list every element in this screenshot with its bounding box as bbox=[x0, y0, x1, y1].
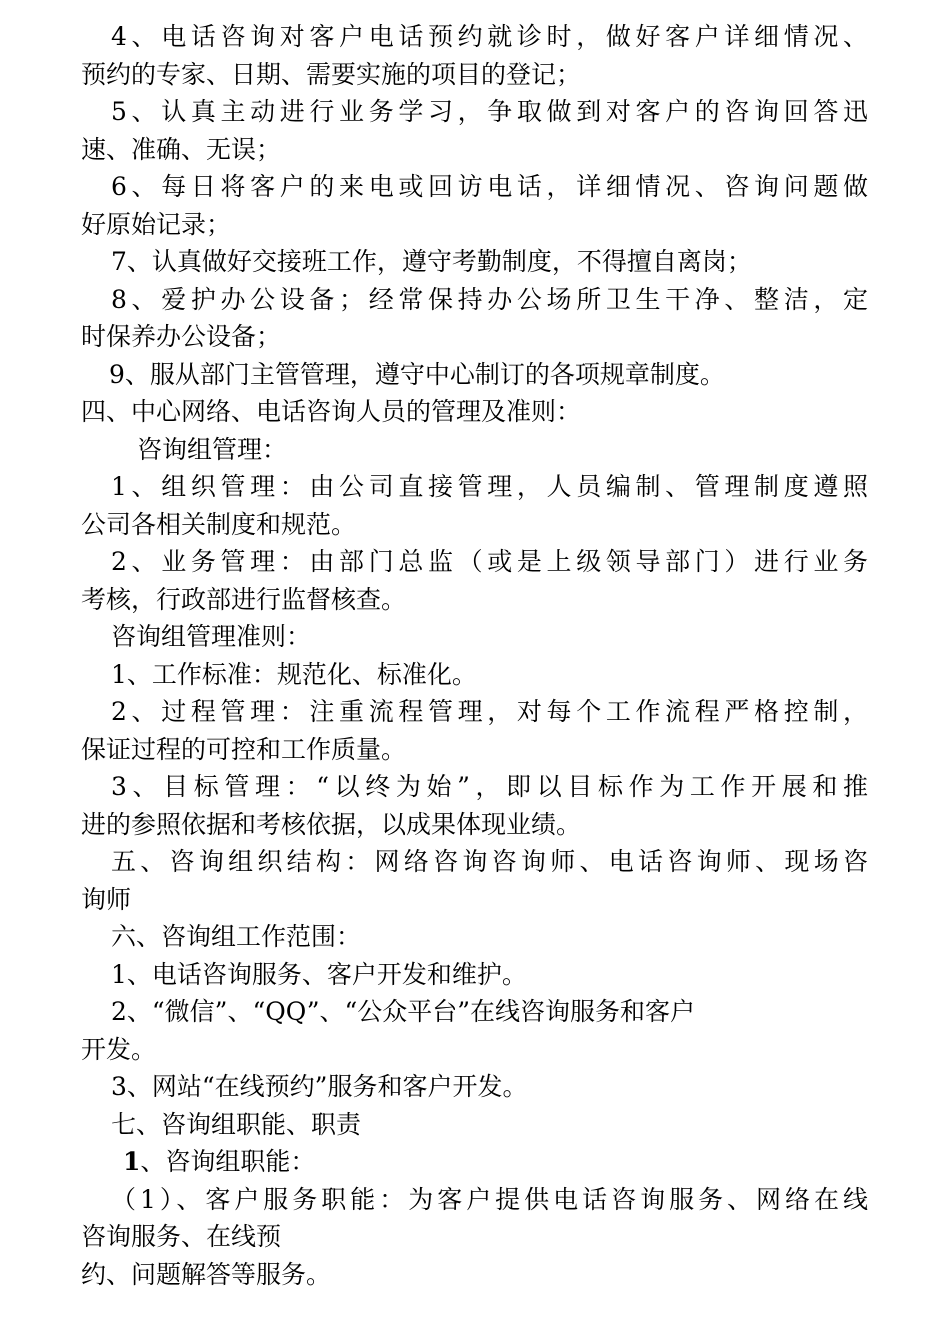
paragraph-line: 6、每日将客户的来电或回访电话，详细情况、咨询问题做 bbox=[111, 172, 868, 201]
section-heading: 四、中心网络、电话咨询人员的管理及准则： bbox=[81, 397, 582, 426]
paragraph-line: 约、问题解答等服务。 bbox=[81, 1259, 332, 1289]
paragraph-line: 时保养办公设备； bbox=[81, 322, 282, 351]
document-page bbox=[81, 18, 881, 1293]
paragraph-line: 公司各相关制度和规范。 bbox=[81, 509, 357, 539]
paragraph-line: 7、认真做好交接班工作，遵守考勤制度，不得擅自离岗； bbox=[111, 247, 752, 276]
paragraph-line: 保证过程的可控和工作质量。 bbox=[81, 734, 407, 764]
paragraph-line: 1、电话咨询服务、客户开发和维护。 bbox=[111, 959, 527, 989]
paragraph-line: 速、准确、无误； bbox=[81, 134, 282, 164]
subsection-heading: 咨询组管理： bbox=[137, 434, 288, 464]
paragraph-line: 3、目标管理：“以终为始”，即以目标作为工作开展和推 bbox=[111, 772, 868, 801]
paragraph-line: 进的参照依据和考核依据，以成果体现业绩。 bbox=[81, 809, 582, 839]
paragraph-line: 预约的专家、日期、需要实施的项目的登记； bbox=[81, 59, 582, 89]
paragraph-line: 8、爱护办公设备；经常保持办公场所卫生干净、整洁，定 bbox=[111, 284, 868, 314]
paragraph-line: 咨询服务、在线预 bbox=[81, 1222, 282, 1251]
paragraph-line: 好原始记录； bbox=[81, 209, 232, 239]
paragraph-line: 2、过程管理：注重流程管理，对每个工作流程严格控制， bbox=[111, 697, 868, 726]
paragraph-line: （1）、客户服务职能：为客户提供电话咨询服务、网络在线 bbox=[111, 1184, 868, 1214]
paragraph-line: 2、业务管理：由部门总监（或是上级领导部门）进行业务 bbox=[111, 547, 868, 576]
paragraph-line: 9、服从部门主管管理，遵守中心制订的各项规章制度。 bbox=[109, 359, 725, 389]
paragraph-line: 开发。 bbox=[81, 1034, 157, 1064]
section-heading: 七、咨询组职能、职责 bbox=[111, 1109, 362, 1139]
paragraph-line: 3、网站“在线预约”服务和客户开发。 bbox=[111, 1072, 528, 1101]
subsection-heading bbox=[81, 1143, 881, 1181]
paragraph-line: 1、工作标准：规范化、标准化。 bbox=[111, 659, 477, 689]
subsection-heading: 咨询组管理准则： bbox=[111, 622, 312, 651]
paragraph-line: 询师 bbox=[81, 884, 132, 914]
paragraph-line: 2、“微信”、“QQ”、“公众平台”在线咨询服务和客户 bbox=[111, 997, 696, 1026]
paragraph-line: 考核，行政部进行监督核查。 bbox=[81, 584, 407, 614]
list-number: 1 bbox=[123, 1147, 141, 1176]
paragraph-line: 1、组织管理：由公司直接管理，人员编制、管理制度遵照 bbox=[111, 472, 868, 501]
section-heading: 六、咨询组工作范围： bbox=[111, 922, 362, 951]
section-heading: 五、咨询组织结构：网络咨询咨询师、电话咨询师、现场咨 bbox=[111, 847, 868, 876]
paragraph-line: 5、认真主动进行业务学习，争取做到对客户的咨询回答迅 bbox=[111, 97, 868, 126]
subsection-heading-text: 、咨询组职能： bbox=[140, 1147, 316, 1176]
paragraph-line: 4、电话咨询对客户电话预约就诊时，做好客户详细情况、 bbox=[111, 22, 868, 51]
